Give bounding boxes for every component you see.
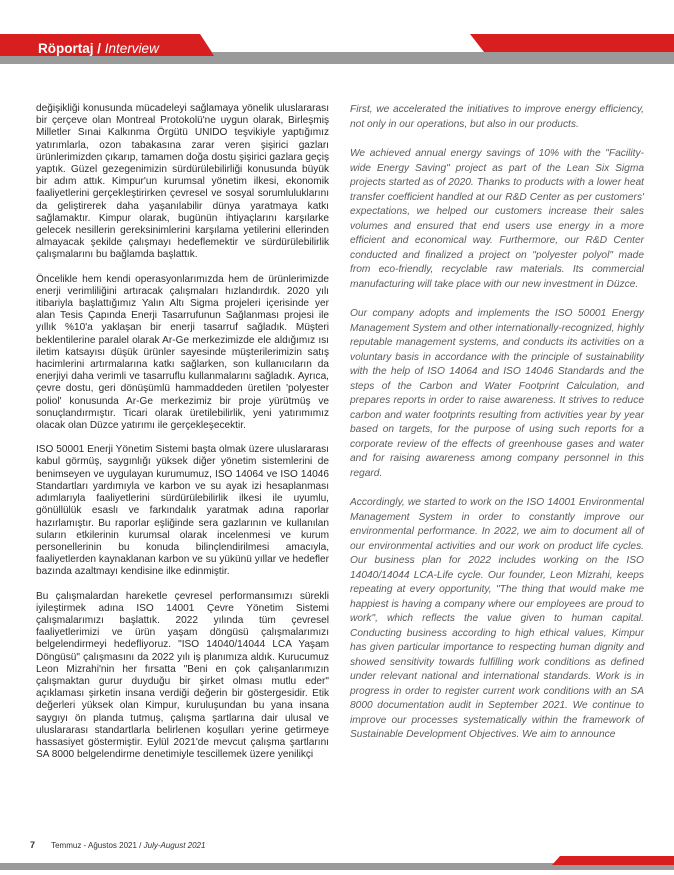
issue-date-separator: / xyxy=(139,841,142,850)
tr-paragraph: Bu çalışmalardan hareketle çevresel performansımızı sürekli iyileştirmek adına ISO 14001 Çevre Yönetim Sistemi çalışmalarımızı başlattık. 2022 yılında tüm çevresel faaliyetlerimizi ve ürün yaşam döngüsü çalışmalarımızı belgelendirmeyi hedefliyoruz. "ISO 14040/14044 LCA Yaşam Döngüsü" çalışmasını da 2022 yılı iş planımıza aldık. Kurucumuz Leon Mizrahi'nin her fırsatta "Beni en çok çalışanlarımızın çalışmaktan gurur duyduğu bir şirket olması mutlu eder" açıklaması şirketin insana verdiği değerin bir göstergesidir. Etik değerleri yüksek olan Kimpur, kuruluşundan bu yana insana saygıyı ön planda tutmuş, çalışma şartlarına dair ulusal ve uluslararası standartlarla belirlenen koşulları yerine getirmeye hassasiyet göstermiştir. Eylül 2021'de mevcut çalışma şartlarını SA 8000 belgelendirme denetimiyle tescillemek üzere yenilikçi xyxy=(36,590,329,761)
section-title-separator: / xyxy=(97,41,102,56)
english-column xyxy=(350,103,644,758)
footer-band-graphic xyxy=(0,856,674,870)
en-paragraph: Accordingly, we started to work on the ISO 14001 Environmental Management System in order to constantly improve our environmental performance. In 2022, we aim to document all of our environmental activities and our work on product life cycles. Our business plan for 2022 includes working on the ISO 14040/14044 LCA-Life cycle. Our founder, Leon Mizrahi, keeps repeating at every opportunity, "The thing that would make me happiest is having a company where our employees are proud to work", which reflects the value given to human capital. Conducting business according to high ethical values, Kimpur has given particular importance to respecting human dignity and showed sensitivity towards fulfilling work conditions as defined under relevant national and international standards. Work is in progress in order to register current work conditions with an SA 8000 documentation audit in September 2021. We continue to improve our processes systematically within the framework of Sustainable Development Objectives. We aim to announce xyxy=(350,497,644,740)
tr-paragraph: değişikliği konusunda mücadeleyi sağlamaya yönelik uluslararası bir çerçeve olan Montreal Protokolü'ne uygun olarak, Birleşmiş Milletler Sınai Kalkınma Örgütü UNIDO teşvikiyle yaptığımız yatırımlarla, ozon tabakasına zarar veren şişirici gazları ürünlerimizden çıkarıp, tamamen doğa dostu şişirici gazlara geçiş yaptık. Güzel gezegenimizin sürdürülebilirliği konusunda büyük bir adım attık. Kimpur'un kurumsal yönetim ilkesi, ekonomik faaliyetlerini gerçekleştirirken çevresel ve sosyal sorumluluklarını da geliştirerek daha yaşanılabilir dünya yaratmaya katkı sağlamaktır. Kimpur olarak, bugünün ihtiyaçlarını karşılarke gelecek nesillerin gereksinimlerini karşılama yetilerini ellerinden almayacak şekilde çalışmayı hedeflemektir ve sürdürülebilirlik çalışmalarını bu bağlamda başlattık. xyxy=(36,103,329,261)
turkish-column xyxy=(36,103,329,773)
issue-date-tr: Temmuz - Ağustos 2021 xyxy=(51,841,137,850)
en-paragraph: First, we accelerated the initiatives to improve energy efficiency, not only in our operations, but also in our products. xyxy=(350,104,644,130)
footer-band xyxy=(0,856,674,870)
en-paragraph: We achieved annual energy savings of 10% with the "Facility-wide Energy Saving" project as part of the Lean Six Sigma projects started as of 2020. Thanks to products with a lower heat transfer coefficient handled at our R&D Center as per customers' expectations, we helped our customers increase their sales volumes and ensured that end users use energy in a more efficient and economical way. Furthermore, our R&D Center conducted and finalized a project on "polyester polyol" made from eco-friendly, recyclable raw materials. Its commercial manufacturing will take place with our new investment in Düzce. xyxy=(350,148,644,290)
footer-red-corner xyxy=(552,856,674,865)
section-title-en: Interview xyxy=(104,41,159,56)
header-red-corner xyxy=(470,34,674,52)
page-footer xyxy=(30,840,205,850)
tr-paragraph: Öncelikle hem kendi operasyonlarımızda hem de ürünlerimizde enerji verimliliğini artıracak çalışmaları hızlandırdık. 2020 yılı itibariyla başlattığımız Yalın Altı Sigma projeleri içerisinde yer alan Tesis Çapında Enerji Tasarrufunun Sağlanması projesi ile yıllık %10'a yaklaşan bir enerji tasarruf sağladık. Müşteri beklentilerine paralel olarak Ar-Ge merkezimizde ele aldığımız ısı iletim katsayısı düşük ürünler sayesinde müşterilerimizin satış hacimlerini artırmalarına katkı sağlarken, son kullanıcıların da enerjiyi daha verimli ve tasarruflu kullanmalarını sağladık. Ayrıca, çevre dostu, geri dönüşümlü hammaddeden üretilen 'polyester poliol' konusunda Ar-Ge merkezimiz bir proje yürütmüş ve sonuçlandırmıştır. Ticari olarak üretilebilirlik, yeni yatırımımız olacak olan Düzce yatırımı ile gerçekleşecektir. xyxy=(36,273,329,432)
issue-date-en: July-August 2021 xyxy=(143,841,206,850)
tr-paragraph: ISO 50001 Enerji Yönetim Sistemi başta olmak üzere uluslararası kabul görmüş, saygınlığı yüksek diğer yönetim sistemlerini de benimseyen ve uygulayan kurumumuz, ISO 14064 ve ISO 14046 Standartları yardımıyla ve karbon ve su ayak izi hesaplanması adımlarıyla faaliyetlerini sürdürülebilirlik ilkesi ile uyumlu, gönüllülük esaslı ve farkındalık yaratmak adına raporlar hazırlamıştır. Bu raporlar eşliğinde sera gazlarının ve kullanılan suların etkilerinin kurumsal olarak incelenmesi ve kurum personellerinin bu konuda bilinçlendirilmesi amacıyla, faaliyetlerden kaynaklanan karbon ve su yükünü yıllar ve hedefler bazında azaltmayı kendisine ilke edinmiştir. xyxy=(36,444,329,578)
section-title xyxy=(38,41,159,56)
en-paragraph: Our company adopts and implements the ISO 50001 Energy Management System and other internationally-recognized, highly reputable management systems, and conducts its activities on a voluntary basis in accordance with the principle of sustainability with the help of ISO 14064 and ISO 14046 Standards and the steps of the Carbon and Water Footprint Calculation, and prepares reports in order to raise awareness. It strives to reduce carbon and water footprints resulting from activities year by year based on targets, for the purpose of using such reports for a corporate review of the effects of greenhouse gases and water and for raising awareness among company personnel in this regard. xyxy=(350,308,644,479)
section-title-tr: Röportaj xyxy=(38,41,94,56)
page-number: 7 xyxy=(30,840,36,850)
